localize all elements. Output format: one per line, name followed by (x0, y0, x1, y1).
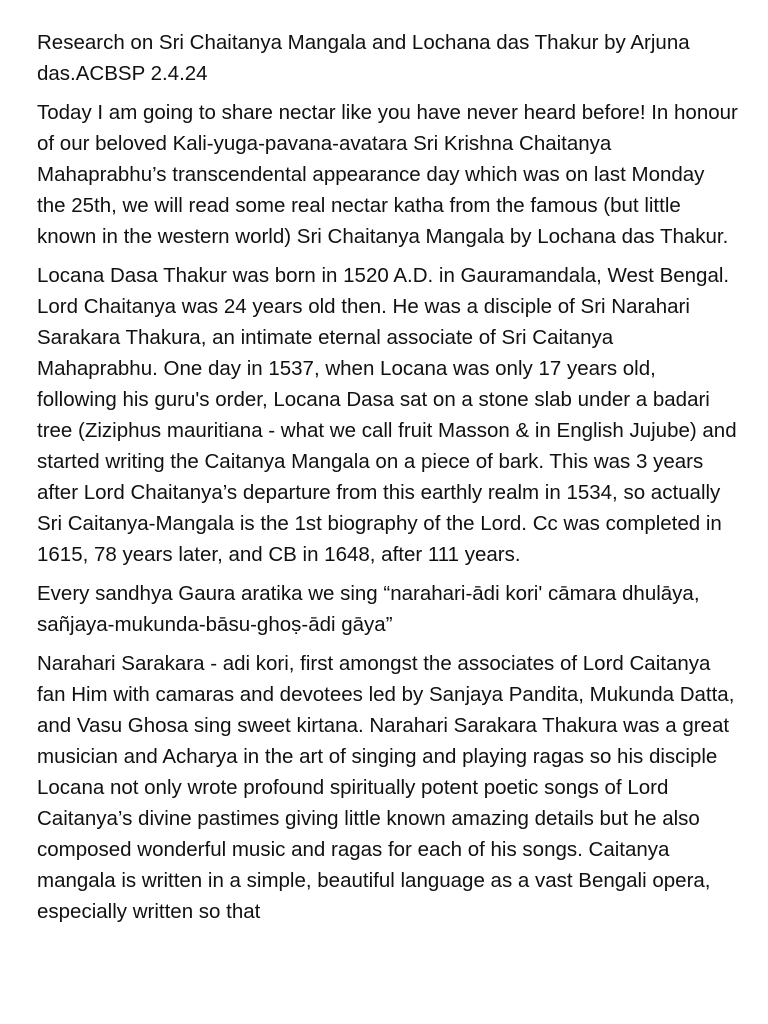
paragraph-narahari: Narahari Sarakara - adi kori, first amongst the associates of Lord Caitanya fan Him with camaras and devotees led by Sanjaya Pandita, Mukunda Datta, and Vasu Ghosa sing sweet kirtana. Narahari Sarakara Thakura was a great musician and Acharya in the art of singing and playing ragas so his disciple Locana not only wrote profound spiritually potent poetic songs of Lord Caitanya’s divine pastimes giving little known amazing details but he also composed wonderful music and ragas for each of his songs. Caitanya mangala is written in a simple, beautiful language as a vast Bengali opera, especially written so that (37, 652, 735, 923)
document-heading: Research on Sri Chaitanya Mangala and Lochana das Thakur by Arjuna das.ACBSP 2.4.24 (37, 31, 690, 85)
paragraph-aratika-verse: Every sandhya Gaura aratika we sing “narahari-ādi kori' cāmara dhulāya, sañjaya-mukunda-bāsu-ghoṣ-ādi gāya” (37, 582, 700, 636)
paragraph-biography: Locana Dasa Thakur was born in 1520 A.D. in Gauramandala, West Bengal. Lord Chaitanya was 24 years old then. He was a disciple of Sri Narahari Sarakara Thakura, an intimate eternal associate of Sri Caitanya Mahaprabhu. One day in 1537, when Locana was only 17 years old, following his guru's order, Locana Dasa sat on a stone slab under a badari tree (Ziziphus mauritiana - what we call fruit Masson & in English Jujube) and started writing the Caitanya Mangala on a piece of bark. This was 3 years after Lord Chaitanya’s departure from this earthly realm in 1534, so actually Sri Caitanya-Mangala is the 1st biography of the Lord. Cc was completed in 1615, 78 years later, and CB in 1648, after 111 years. (37, 264, 737, 566)
paragraph-intro: Today I am going to share nectar like you have never heard before! In honour of our beloved Kali-yuga-pavana-avatara Sri Krishna Chaitanya Mahaprabhu’s transcendental appearance day which was on last Monday the 25th, we will read some real nectar katha from the famous (but little known in the western world) Sri Chaitanya Mangala by Lochana das Thakur. (37, 101, 738, 248)
